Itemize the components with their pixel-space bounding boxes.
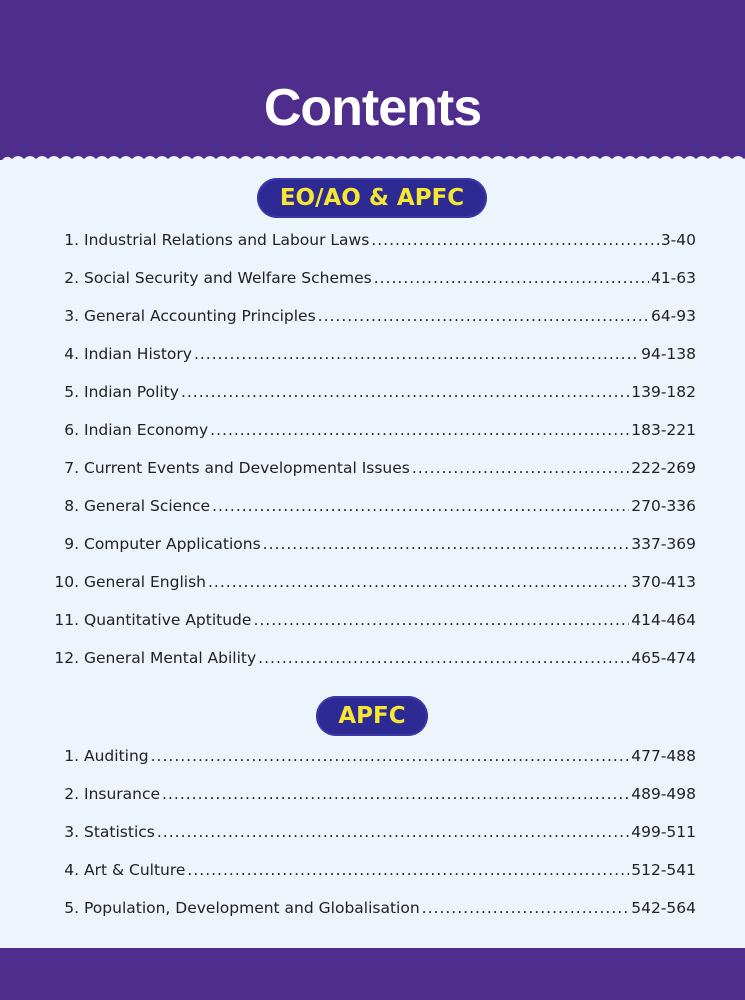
toc-pages: 370-413: [631, 573, 696, 591]
dot-leader: [194, 342, 639, 366]
dot-leader: [422, 896, 630, 920]
toc-row[interactable]: [48, 782, 696, 806]
toc-label: Social Security and Welfare Schemes: [84, 269, 372, 287]
toc-number: 3.: [64, 823, 79, 841]
toc-pages: 139-182: [631, 383, 696, 401]
toc-row[interactable]: [48, 608, 696, 632]
toc-row[interactable]: [48, 456, 696, 480]
toc-label: Auditing: [84, 747, 149, 765]
toc-row[interactable]: [48, 646, 696, 670]
dot-leader: [412, 456, 629, 480]
dot-leader: [263, 532, 630, 556]
dot-leader: [181, 380, 629, 404]
toc-number: 3.: [64, 307, 79, 325]
toc-pages: 64-93: [650, 307, 696, 325]
toc-number: 8.: [64, 497, 79, 515]
toc-number: 4.: [64, 345, 79, 363]
toc-pages: 465-474: [631, 649, 696, 667]
toc-pages: 222-269: [631, 459, 696, 477]
toc-number: 2.: [64, 785, 79, 803]
section-heading-apfc: APFC: [316, 696, 428, 736]
toc-pages: 499-511: [631, 823, 696, 841]
toc-pages: 41-63: [650, 269, 696, 287]
toc-pages: 414-464: [631, 611, 696, 629]
toc-label: Statistics: [84, 823, 155, 841]
header-band: [0, 0, 745, 158]
toc-number: 1.: [64, 231, 79, 249]
section-heading-eo-ao-apfc: EO/AO & APFC: [257, 178, 487, 218]
toc-label: General English: [84, 573, 206, 591]
toc-row[interactable]: [48, 304, 696, 328]
dot-leader: [157, 820, 629, 844]
toc-row[interactable]: [48, 418, 696, 442]
dot-leader: [374, 266, 649, 290]
toc-pages: 183-221: [631, 421, 696, 439]
dot-leader: [371, 228, 659, 252]
toc-number: 1.: [64, 747, 79, 765]
toc-number: 12.: [54, 649, 79, 667]
toc-label: Insurance: [84, 785, 161, 803]
toc-row[interactable]: [48, 342, 696, 366]
toc-label: Industrial Relations and Labour Laws: [84, 231, 370, 249]
toc-row[interactable]: [48, 858, 696, 882]
toc-number: 11.: [54, 611, 79, 629]
toc-label: General Accounting Principles: [84, 307, 316, 325]
toc-row[interactable]: [48, 896, 696, 920]
dot-leader: [212, 494, 629, 518]
toc-row[interactable]: [48, 570, 696, 594]
toc-pages: 542-564: [631, 899, 696, 917]
dot-leader: [187, 858, 629, 882]
page-title: Contents: [263, 79, 482, 137]
toc-number: 6.: [64, 421, 79, 439]
toc-number: 4.: [64, 861, 79, 879]
toc-pages: 489-498: [631, 785, 696, 803]
toc-label: General Mental Ability: [84, 649, 257, 667]
dot-leader: [253, 608, 629, 632]
toc-label: Quantitative Aptitude: [84, 611, 252, 629]
toc-pages: 270-336: [631, 497, 696, 515]
toc-pages: 3-40: [660, 231, 696, 249]
toc-number: 5.: [64, 383, 79, 401]
dot-leader: [151, 744, 630, 768]
toc-number: 2.: [64, 269, 79, 287]
dot-leader: [210, 418, 629, 442]
bottom-wavy-edge: [0, 941, 745, 951]
toc-label: Indian Economy: [84, 421, 209, 439]
toc-row[interactable]: [48, 744, 696, 768]
dot-leader: [208, 570, 629, 594]
toc-label: Art & Culture: [84, 861, 186, 879]
toc-label: Computer Applications: [84, 535, 261, 553]
toc-number: 5.: [64, 899, 79, 917]
toc-pages: 512-541: [631, 861, 696, 879]
toc-number: 9.: [64, 535, 79, 553]
toc-pages: 477-488: [631, 747, 696, 765]
toc-label: Current Events and Developmental Issues: [84, 459, 410, 477]
toc-row[interactable]: [48, 380, 696, 404]
toc-number: 10.: [54, 573, 79, 591]
toc-label: Indian History: [84, 345, 192, 363]
toc-pages: 337-369: [631, 535, 696, 553]
dot-leader: [162, 782, 629, 806]
toc-row[interactable]: [48, 820, 696, 844]
dot-leader: [258, 646, 629, 670]
toc-number: 7.: [64, 459, 79, 477]
toc-label: Indian Polity: [84, 383, 179, 401]
toc-pages: 94-138: [641, 345, 696, 363]
toc-label: Population, Development and Globalisation: [84, 899, 420, 917]
toc-row[interactable]: [48, 228, 696, 252]
toc-row[interactable]: [48, 266, 696, 290]
toc-label: General Science: [84, 497, 211, 515]
dot-leader: [318, 304, 649, 328]
toc-row[interactable]: [48, 494, 696, 518]
toc-row[interactable]: [48, 532, 696, 556]
